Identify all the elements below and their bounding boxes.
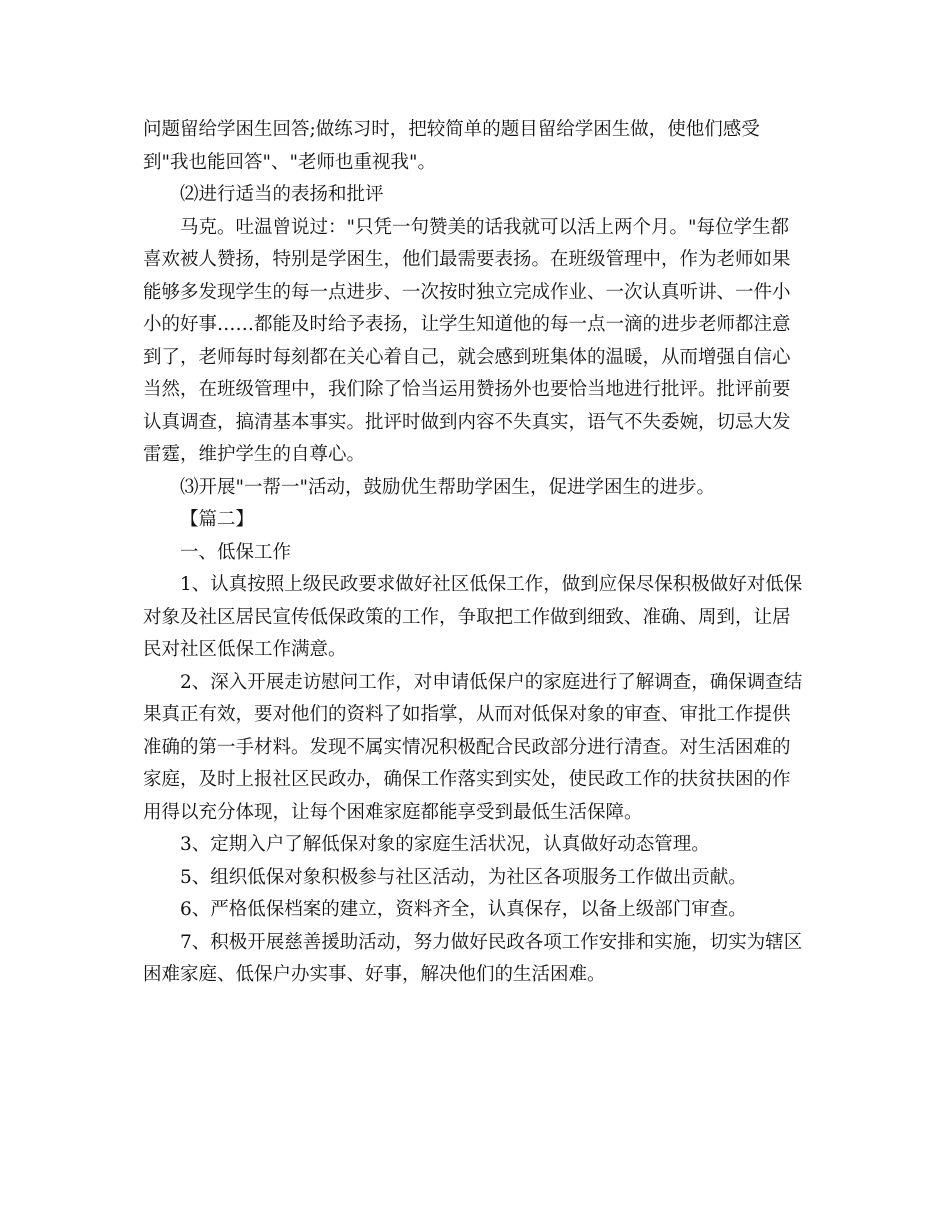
text-line: 准确的第一手材料。发现不属实情况积极配合民政部分进行清查。对生活困难的 — [143, 736, 791, 758]
text-line: 当然，在班级管理中，我们除了恰当运用赞扬外也要恰当地进行批评。批评前要 — [143, 379, 791, 400]
text-line: 认真调查，搞清基本事实。批评时做到内容不失真实，语气不失委婉，切忌大发 — [143, 411, 791, 433]
text-line: 7、积极开展慈善援助活动，努力做好民政各项工作安排和实施，切实为辖区 — [180, 931, 803, 953]
text-line: 5、组织低保对象积极参与社区活动，为社区各项服务工作做出贡献。 — [180, 866, 747, 888]
text-line: 2、深入开展走访慰问工作，对申请低保户的家庭进行了解调查，确保调查结 — [180, 671, 803, 693]
text-line: 马克。吐温曾说过："只凭一句赞美的话我就可以活上两个月。"每位学生都 — [180, 216, 790, 238]
document-body — [143, 114, 813, 992]
text-line: 喜欢被人赞扬，特别是学困生，他们最需要表扬。在班级管理中，作为老师如果 — [143, 249, 791, 270]
text-line: ⑵进行适当的表扬和批评 — [180, 184, 384, 205]
text-line: 小的好事……都能及时给予表扬，让学生知道他的每一点一滴的进步老师都注意 — [143, 314, 791, 335]
text-line: ⑶开展"一帮一"活动，鼓励优生帮助学困生，促进学困生的进步。 — [180, 476, 716, 498]
text-line: 家庭，及时上报社区民政办，确保工作落实到实处，使民政工作的扶贫扶困的作 — [143, 769, 791, 790]
text-line: 6、严格低保档案的建立，资料齐全，认真保存，以备上级部门审查。 — [180, 899, 747, 920]
text-line: 对象及社区居民宣传低保政策的工作，争取把工作做到细致、准确、周到，让居 — [143, 606, 791, 628]
text-line: 1、认真按照上级民政要求做好社区低保工作，做到应保尽保积极做好对低保 — [180, 574, 803, 595]
text-line: 困难家庭、低保户办实事、好事，解决他们的生活困难。 — [143, 964, 606, 985]
text-line: 问题留给学困生回答;做练习时，把较简单的题目留给学困生做，使他们感受 — [143, 119, 760, 140]
text-line: 到了，老师每时每刻都在关心着自己，就会感到班集体的温暖，从而增强自信心 — [143, 346, 791, 368]
text-line: 民对社区低保工作满意。 — [143, 639, 347, 660]
text-line: 能够多发现学生的每一点进步、一次按时独立完成作业、一次认真听讲、一件小 — [143, 281, 791, 303]
text-line: 一、低保工作 — [180, 541, 292, 563]
text-line: 到"我也能回答"、"老师也重视我"。 — [143, 151, 437, 173]
text-line: 雷霆，维护学生的自尊心。 — [143, 444, 366, 465]
text-line: 果真正有效，要对他们的资料了如指掌，从而对低保对象的审查、审批工作提供 — [143, 704, 791, 725]
text-line: 用得以充分体现，让每个困难家庭都能享受到最低生活保障。 — [143, 801, 643, 823]
text-line: 【篇二】 — [180, 509, 255, 530]
text-line: 3、定期入户了解低保对象的家庭生活状况，认真做好动态管理。 — [180, 834, 710, 855]
